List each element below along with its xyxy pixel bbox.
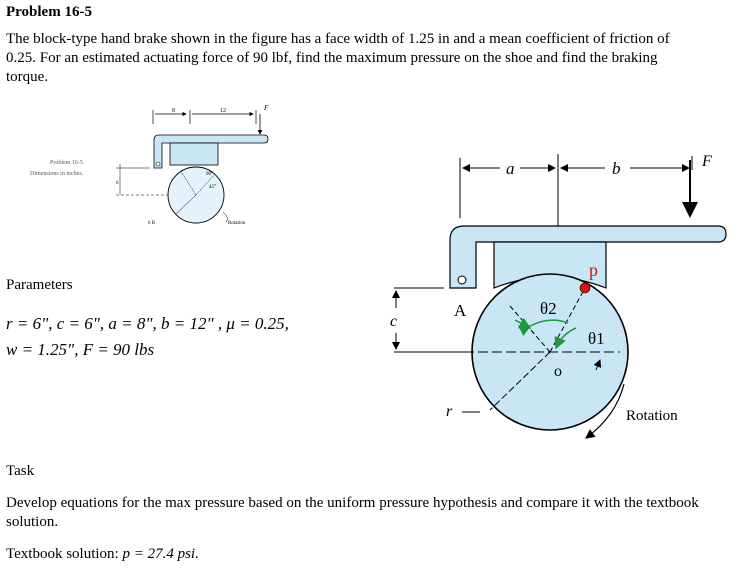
label-b: b [612,159,621,178]
label-r: r [446,403,453,420]
problem-statement: The block-type hand brake shown in the figure has a face width of 1.25 in and a mean coefficient of friction of 0.25. For an estimated actuating force of 90 lbf, find the maximum pressure on the shoe and find the braking torque. [6,31,670,85]
label-p: p [589,260,598,280]
large-brake-figure [380,148,738,448]
label-theta2: θ2 [540,299,557,318]
small-dim-12: 12 [220,108,226,114]
small-angle-45: 45° [209,185,216,190]
parameters-heading: Parameters [6,277,73,293]
answer-value: p = 27.4 psi. [122,546,199,562]
small-angle-90: 90° [206,172,213,177]
parameters-line-2: w = 1.25", F = 90 lbs [6,340,155,359]
problem-title: Problem 16-5 [6,4,92,20]
label-o: o [554,363,562,380]
label-c: c [390,313,398,330]
small-radius-label: 6 R [148,221,156,226]
small-caption-line1: Problem 16-5 [50,160,83,166]
small-dim-6: 6 [116,181,119,186]
answer-label: Textbook solution: [6,546,119,562]
task-heading: Task [6,463,35,479]
textbook-answer [6,546,199,563]
small-caption-line2: Dimensions in inches. [30,171,84,177]
label-rotation: Rotation [626,408,678,424]
small-dim-8: 8 [172,108,175,114]
small-rotation-label: Rotation [228,221,246,226]
small-force-label: F [264,104,269,112]
task-text: Develop equations for the max pressure based on the uniform pressure hypothesis and compare it with the textbook solution. [6,495,699,530]
small-brake-figure [20,100,290,235]
label-F: F [702,153,712,170]
label-a: a [506,159,515,178]
label-theta1: θ1 [588,329,605,348]
parameters-line-1: r = 6", c = 6", a = 8", b = 12" , μ = 0.25, [6,314,289,333]
max-pressure-point [580,283,590,293]
label-A: A [454,301,467,320]
